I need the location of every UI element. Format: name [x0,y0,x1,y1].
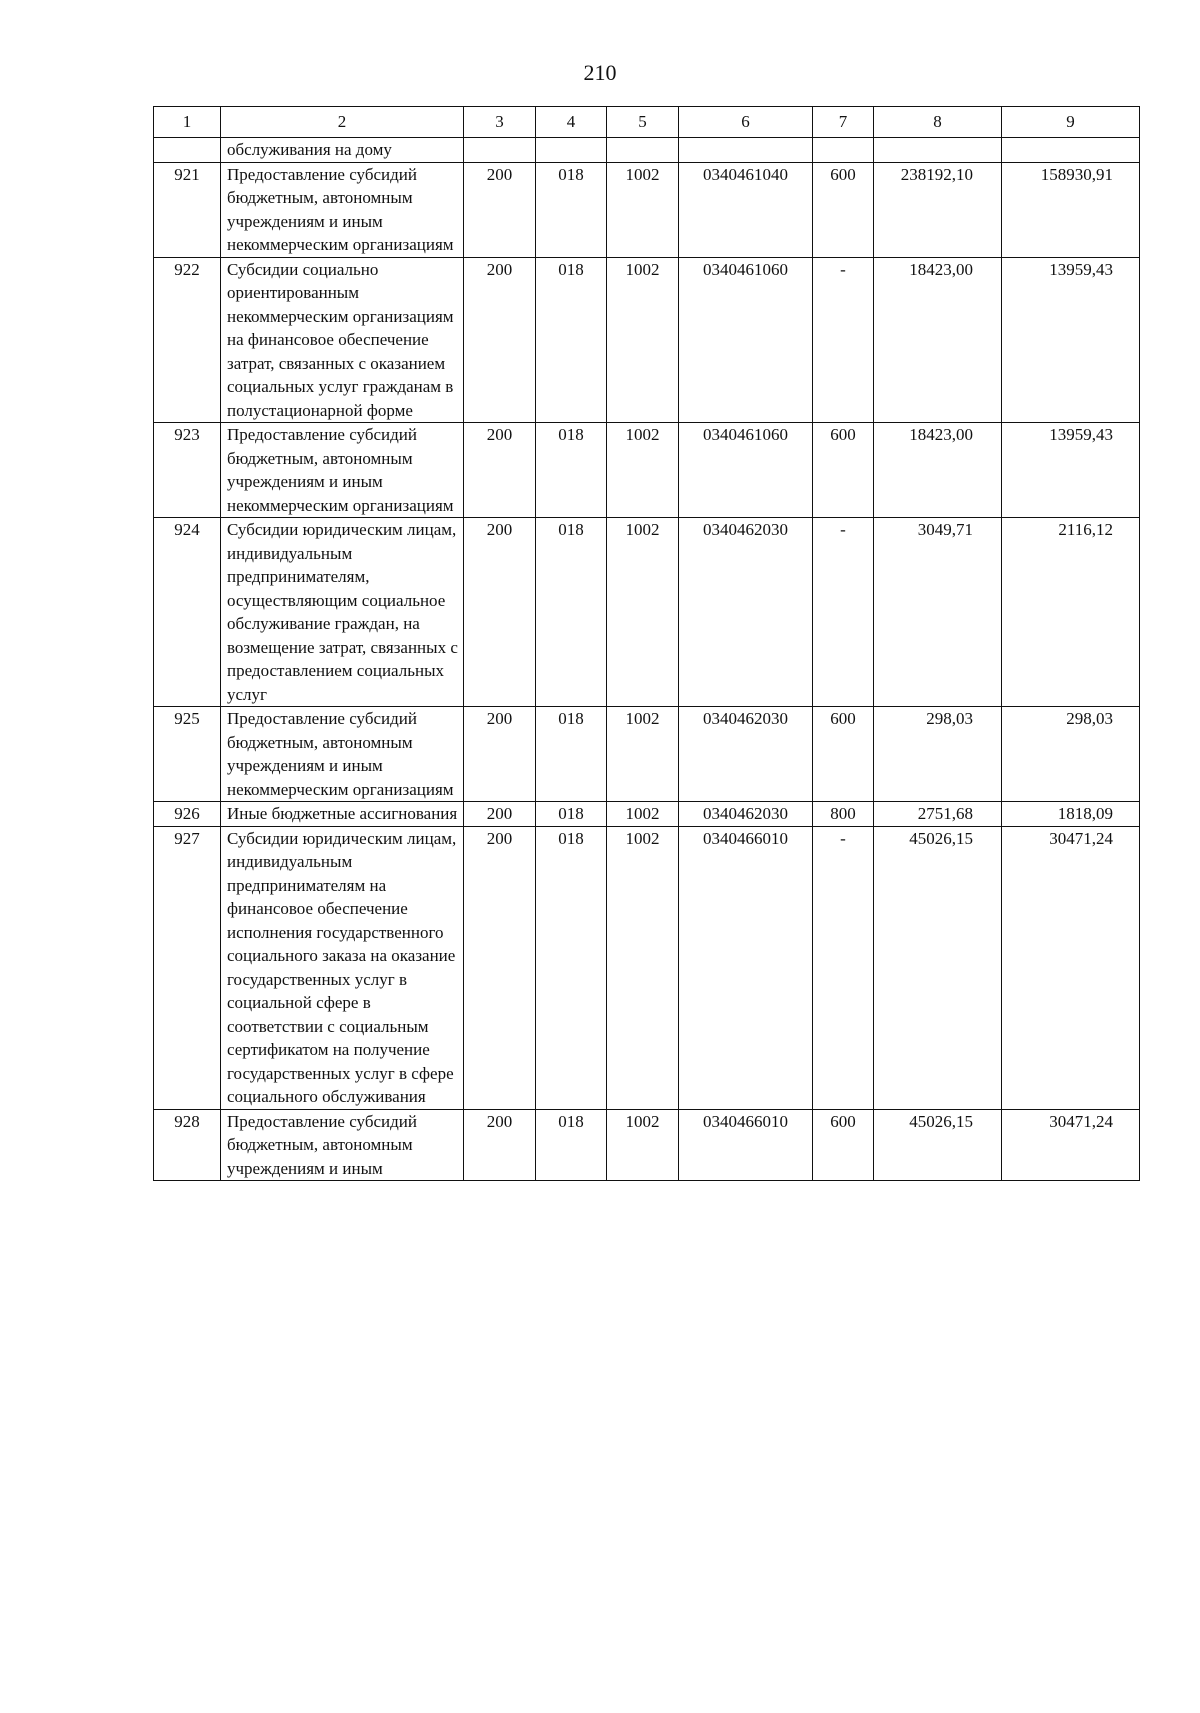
row-name-cell: Предоставление субсидий бюджетным, автономным учреждениям и иным некоммерческим организациям [221,707,464,802]
column-header-2: 2 [221,107,464,138]
table-row [154,1109,1140,1181]
col5-cell: 1002 [607,518,679,707]
row-name-cell: Иные бюджетные ассигнования [221,802,464,827]
row-number-cell: 926 [154,802,221,827]
col9-cell: 2116,12 [1002,518,1140,707]
col3-cell: 200 [464,802,536,827]
column-header-6: 6 [679,107,813,138]
col4-cell: 018 [536,162,607,257]
col3-cell: 200 [464,162,536,257]
column-header-9: 9 [1002,107,1140,138]
header-row [154,107,1140,138]
column-header-8: 8 [874,107,1002,138]
col8-cell: 2751,68 [874,802,1002,827]
col9-cell: 30471,24 [1002,826,1140,1109]
col8-cell: 18423,00 [874,257,1002,423]
col4-cell: 018 [536,423,607,518]
row-name-cell: Предоставление субсидий бюджетным, автономным учреждениям и иным [221,1109,464,1181]
row-number-cell: 921 [154,162,221,257]
col3-cell: 200 [464,423,536,518]
col6-cell: 0340462030 [679,707,813,802]
col9-cell: 13959,43 [1002,423,1140,518]
col8-cell: 18423,00 [874,423,1002,518]
col4-cell: 018 [536,826,607,1109]
col4-cell: 018 [536,707,607,802]
table-row [154,518,1140,707]
col5-cell: 1002 [607,1109,679,1181]
row-name-cell: Субсидии социально ориентированным некоммерческим организациям на финансовое обеспечение затрат, связанных с оказанием социальных услуг гражданам в полустационарной форме [221,257,464,423]
row-name-cell: Субсидии юридическим лицам, индивидуальным предпринимателям на финансовое обеспечение исполнения государственного социального заказа на оказание государственных услуг в социальной сфере в соответствии с социальным сертификатом на получение государственных услуг в сфере социального обслуживания [221,826,464,1109]
col5-cell: 1002 [607,162,679,257]
col6-cell: 0340461060 [679,423,813,518]
col8-cell: 45026,15 [874,1109,1002,1181]
col7-cell: - [813,826,874,1109]
row-name-cell: Субсидии юридическим лицам, индивидуальным предпринимателям, осуществляющим социальное обслуживание граждан, на возмещение затрат, связанных с предоставлением социальных услуг [221,518,464,707]
col4-cell: 018 [536,802,607,827]
col9-cell: 298,03 [1002,707,1140,802]
table-row [154,162,1140,257]
page-number: 210 [583,60,617,85]
col7-cell: - [813,257,874,423]
col6-cell: 0340466010 [679,826,813,1109]
col8-cell: 45026,15 [874,826,1002,1109]
table-row [154,423,1140,518]
col3-cell: 200 [464,518,536,707]
col5-cell: 1002 [607,423,679,518]
row-number-cell: 927 [154,826,221,1109]
col7-cell: 600 [813,1109,874,1181]
col7-cell: 800 [813,802,874,827]
row-name-cell: Предоставление субсидий бюджетным, автономным учреждениям и иным некоммерческим организациям [221,423,464,518]
row-number-cell: 925 [154,707,221,802]
col8-cell: 3049,71 [874,518,1002,707]
col4-cell: 018 [536,518,607,707]
table-row [154,802,1140,827]
row-number-cell: 928 [154,1109,221,1181]
col6-cell: 0340461040 [679,162,813,257]
col5-cell: 1002 [607,257,679,423]
col9-cell: 158930,91 [1002,162,1140,257]
row-number-cell: 924 [154,518,221,707]
col7-cell: 600 [813,423,874,518]
column-header-1: 1 [154,107,221,138]
col7-cell: - [813,518,874,707]
continuation-text: обслуживания на дому [221,138,464,163]
col5-cell: 1002 [607,802,679,827]
col3-cell: 200 [464,1109,536,1181]
continuation-row [154,138,1140,163]
col5-cell: 1002 [607,826,679,1109]
table-row [154,257,1140,423]
budget-table [153,106,1140,1181]
row-number-cell: 922 [154,257,221,423]
row-number-cell: 923 [154,423,221,518]
col7-cell: 600 [813,707,874,802]
col6-cell: 0340461060 [679,257,813,423]
col3-cell: 200 [464,826,536,1109]
col6-cell: 0340462030 [679,802,813,827]
table-row [154,826,1140,1109]
table-row [154,707,1140,802]
col6-cell: 0340462030 [679,518,813,707]
column-header-7: 7 [813,107,874,138]
col6-cell: 0340466010 [679,1109,813,1181]
col9-cell: 1818,09 [1002,802,1140,827]
col4-cell: 018 [536,257,607,423]
column-header-4: 4 [536,107,607,138]
column-header-3: 3 [464,107,536,138]
col8-cell: 298,03 [874,707,1002,802]
col9-cell: 13959,43 [1002,257,1140,423]
col5-cell: 1002 [607,707,679,802]
col7-cell: 600 [813,162,874,257]
col3-cell: 200 [464,257,536,423]
column-header-5: 5 [607,107,679,138]
col3-cell: 200 [464,707,536,802]
row-name-cell: Предоставление субсидий бюджетным, автономным учреждениям и иным некоммерческим организациям [221,162,464,257]
col4-cell: 018 [536,1109,607,1181]
col9-cell: 30471,24 [1002,1109,1140,1181]
col8-cell: 238192,10 [874,162,1002,257]
